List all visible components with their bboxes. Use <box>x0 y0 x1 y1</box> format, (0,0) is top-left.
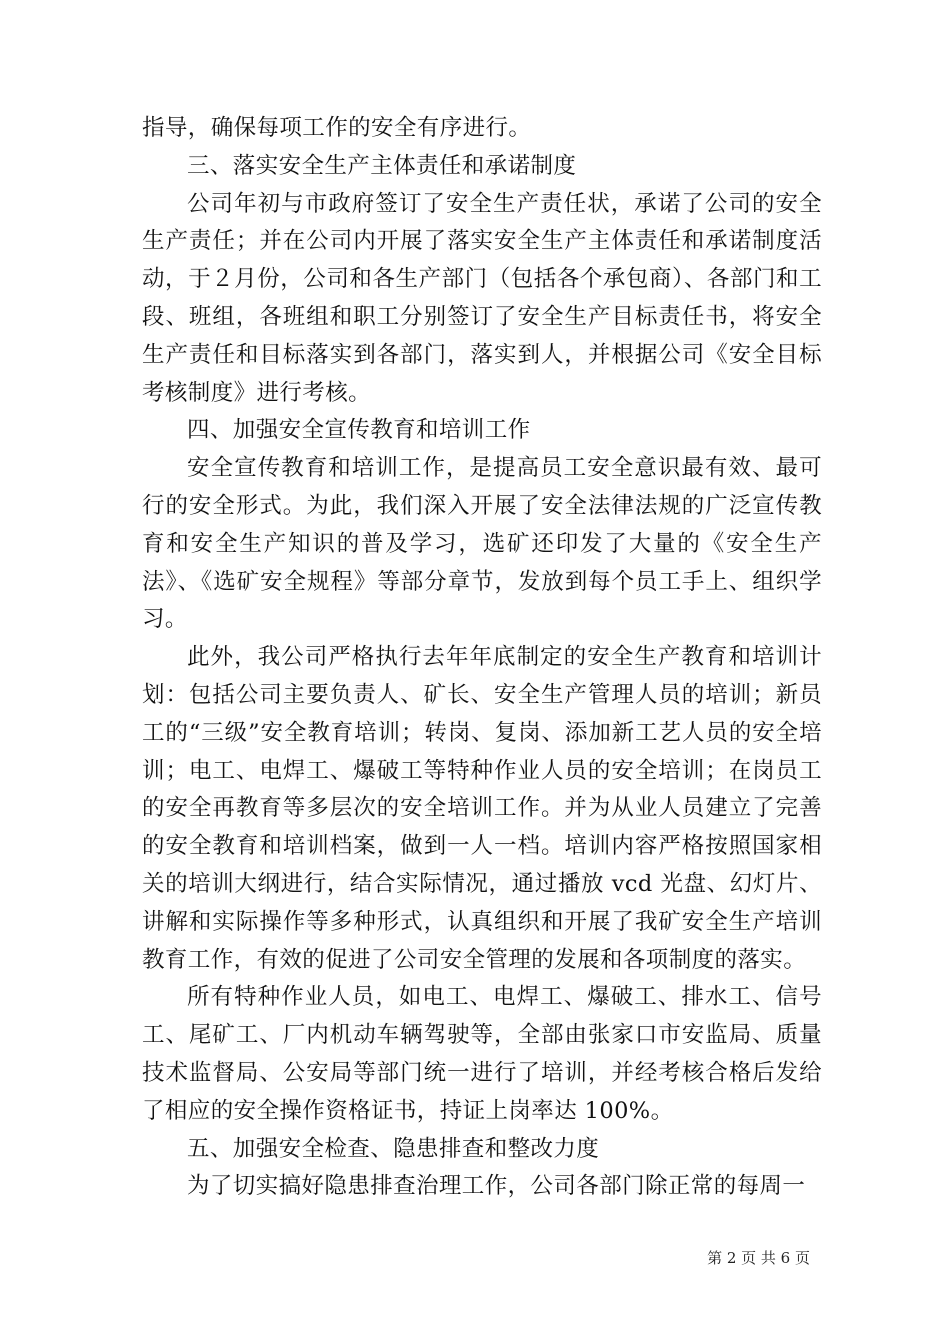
document-body <box>142 110 822 1206</box>
section-heading-3: 三、落实安全生产主体责任和承诺制度 <box>187 152 577 179</box>
page-number-footer: 第 2 页 共 6 页 <box>707 1249 810 1267</box>
section-heading-5: 五、加强安全检查、隐患排查和整改力度 <box>187 1135 600 1162</box>
section-heading-4: 四、加强安全宣传教育和培训工作 <box>187 417 531 444</box>
paragraph-education: 安全宣传教育和培训工作，是提高员工安全意识最有效、最可行的安全形式。为此，我们深入开展了安全法律法规的广泛宣传教育和安全生产知识的普及学习，选矿还印发了大量的《安全生产法》、《选矿安全规程》等部分章节，发放到每个员工手上、组织学习。 <box>142 455 822 633</box>
paragraph-training-plan: 此外，我公司严格执行去年年底制定的安全生产教育和培训计划：包括公司主要负责人、矿长、安全生产管理人员的培训；新员工的“三级”安全教育培训；转岗、复岗、添加新工艺人员的安全培训；电工、电焊工、爆破工等特种作业人员的安全培训；在岗员工的安全再教育等多层次的安全培训工作。并为从业人员建立了完善的安全教育和培训档案，做到一人一档。培训内容严格按照国家相关的培训大纲进行，结合实际情况，通过播放 vcd 光盘、幻灯片、讲解和实际操作等多种形式，认真组织和开展了我矿安全生产培训教育工作，有效的促进了公司安全管理的发展和各项制度的落实。 <box>142 644 822 973</box>
paragraph-hazard-inspection: 为了切实搞好隐患排查治理工作，公司各部门除正常的每周一 <box>187 1173 806 1200</box>
paragraph-responsibility: 公司年初与市政府签订了安全生产责任状，承诺了公司的安全生产责任；并在公司内开展了落实安全生产主体责任和承诺制度活动，于２月份，公司和各生产部门（包括各个承包商）、各部门和工段、班组，各班组和职工分别签订了安全生产目标责任书，将安全生产责任和目标落实到各部门，落实到人，并根据公司《安全目标考核制度》进行考核。 <box>142 190 822 406</box>
paragraph-continuation: 指导，确保每项工作的安全有序进行。 <box>142 115 532 141</box>
paragraph-special-workers: 所有特种作业人员，如电工、电焊工、爆破工、排水工、信号工、尾矿工、厂内机动车辆驾驶等，全部由张家口市安监局、质量技术监督局、公安局等部门统一进行了培训，并经考核合格后发给了相应的安全操作资格证书，持证上岗率达 100%。 <box>142 984 822 1124</box>
